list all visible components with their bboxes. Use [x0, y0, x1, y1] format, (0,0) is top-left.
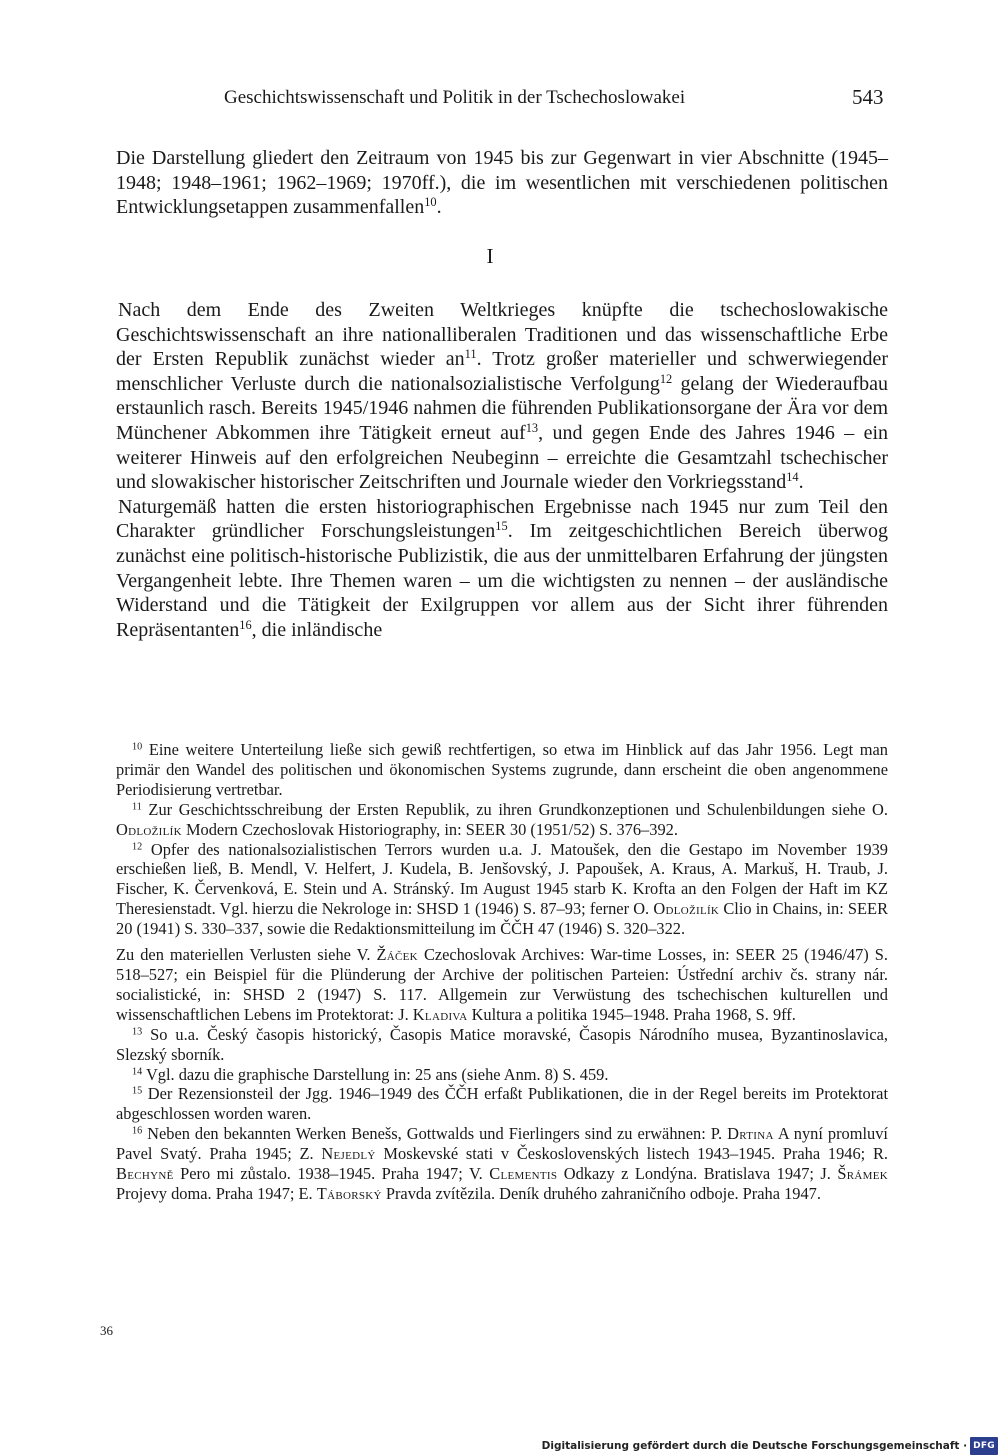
footnote-ref-14[interactable]: 14	[786, 470, 799, 485]
footnote-ref-15[interactable]: 15	[495, 519, 508, 534]
footnote-12-continuation: Zu den materiellen Verlusten siehe V. Žáček Czechoslovak Archives: War-time Losses, in: SEER 25 (1946/47) S. 518–527; ein Beispiel für die Plünderung der Archive der politischen Parteien: Ústřední archiv čs. strany nár. socialistické, in: SHSD 2 (1947) S. 117. Allgemein zur Verwüstung des tschechischen kulturellen und wissenschaftlichen Lebens im Protektorat: J. Kladiva Kultura a politika 1945–1948. Praha 1968, S. 9ff.	[116, 945, 888, 1024]
page-number: 543	[852, 85, 884, 109]
paragraph-1: Nach dem Ende des Zweiten Weltkrieges knüpfte die tschechoslowakische Geschichtswissenschaft an ihre nationalliberalen Traditionen und das wissenschaftliche Erbe der Ersten Republik zunächst wieder $an^{11}$. Trotz großer materieller und schwerwiegender menschlicher Verluste durch die nationalsozialistische Verfolgung$^{12}$ gelang der Wiederaufbau erstaunlich rasch. Bereits 1945/1946 nahmen die führenden Publikationsorgane der Ära vor dem Münchener Abkommen ihre Tätigkeit erneut auf$^{13}$, und gegen Ende des Jahres 1946 – ein weiterer Hinweis auf den erfolgreichen Neubeginn – erreichte die Gesamtzahl tschechischer und slowakischer historischer Zeitschriften und Journale wieder den Vorkriegsstand$^{14}$.	[116, 299, 889, 494]
footnote-16: $^{16}$ Neben den bekannten Werken Benešs, Gottwalds und Fierlingers sind zu erwähnen: P. Drtina A nyní promluví Pavel Svatý. Praha 1945; Z. Nejedlý Moskevské stati v Československých listech 1943–1945. Praha 1946; R. Bechyně Pero mi zůstalo. 1938–1945. Praha 1947; V. Clementis Odkazy z Londýna. Bratislava 1947; J. Šrámek Projevy doma. Praha 1947; E. Táborský Pravda zvítězila. Deník druhého zahraničního odboje. Praha 1947.	[116, 1124, 889, 1203]
paragraph-2: Naturgemäß hatten die ersten historiographischen Ergebnisse nach 1945 nur zum Teil den Charakter gründlicher Forschungsleistungen$^{15}$. Im zeitgeschichtlichen Bereich überwog zunächst eine politisch-historische Publizistik, die aus der unmittelbaren Erfahrung der jüngsten Vergangenheit lebte. Ihre Themen waren – um die wichtigsten zu nennen – der ausländische Widerstand und die Tätigkeit der Exilgruppen vor allem aus der Sicht ihrer führenden Repräsentanten$^{16}$, die inländische	[116, 495, 888, 641]
footnote-11: $^{11}$ Zur Geschichtsschreibung der Ersten Republik, zu ihren Grundkonzeptionen und Schulenbildungen siehe O. Odložilík Modern Czechoslovak Historiography, in: SEER 30 (1951/52) S. 376–392.	[116, 799, 888, 839]
dfg-banner	[542, 1437, 998, 1455]
printer-signature: 36	[100, 1323, 113, 1338]
footnote-13: $^{13}$ So u.a. Český časopis historický, Časopis Matice moravské, Časopis Národního musea, Byzantinoslavica, Slezský sborník.	[116, 1024, 888, 1064]
footnote-ref-16[interactable]: 16	[239, 617, 252, 632]
banner-text: Digitalisierung gefördert durch die Deutsche Forschungsgemeinschaft ·	[541, 1440, 968, 1452]
footnote-14: $^{14}$ Vgl. dazu die graphische Darstellung in: 25 ans (siehe Anm. 8) S. 459.	[132, 1064, 609, 1084]
intro-text: Die Darstellung gliedert den Zeitraum von 1945 bis zur Gegenwart in vier Abschnitte (1945–1948; 1948–1961; 1962–1969; 1970ff.), die im wesentlichen mit verschiedenen politischen Entwicklungsetappen zusammenfallen	[116, 147, 888, 219]
footnote-ref-11[interactable]: 11	[464, 347, 477, 362]
dfg-logo-icon: DFG	[970, 1437, 998, 1455]
footnote-ref-13[interactable]: 13	[525, 421, 539, 436]
main-body	[116, 298, 888, 642]
running-head: Geschichtswissenschaft und Politik in der Tschechoslowakei	[224, 87, 686, 108]
footnote-12: $^{12}$ Opfer des nationalsozialistischen Terrors wurden u.a. J. Matoušek, den die Gestapo im November 1939 erschießen ließ, B. Mendl, V. Helfert, J. Kudela, B. Jenšovský, J. Papoušek, A. Kraus, A. Markuš, H. Traub, J. Fischer, K. Červenková, E. Stein und A. Stránský. Im August 1945 starb K. Krofta an den Folgen der Haft im KZ Theresienstadt. Vgl. hierzu die Nekrologe in: SHSD 1 (1946) S. 87–93; ferner O. Odložilík Clio in Chains, in: SEER 20 (1941) S. 330–337, sowie die Redaktionsmitteilung im ČČH 47 (1946) S. 320–322.	[116, 839, 888, 939]
section-heading: I	[486, 244, 494, 268]
footnote-15: $^{15}$ Der Rezensionsteil der Jgg. 1946–1949 des ČČH erfaßt Publikationen, die in der Regel bereits im Protektorat abgeschlossen worden waren.	[116, 1084, 888, 1124]
footnotes	[116, 740, 888, 1204]
footnote-ref-10[interactable]: 10	[424, 195, 437, 210]
footnote-10: $^{10}$ Eine weitere Unterteilung ließe sich gewiß rechtfertigen, so etwa im Hinblick auf das Jahr 1956. Legt man primär den Wandel des politischen und ökonomischen Systems zugrunde, dann erscheint die oben angenommene Periodisierung vertretbar.	[116, 740, 888, 799]
intro-paragraph: Die Darstellung gliedert den Zeitraum von 1945 bis zur Gegenwart in vier Abschnitte (1945–1948; 1948–1961; 1962–1969; 1970ff.), die im wesentlichen mit verschiedenen politischen Entwicklungsetappen zusammenfallen$^{10}$.	[116, 147, 888, 219]
footnote-ref-12[interactable]: 12	[659, 371, 673, 386]
